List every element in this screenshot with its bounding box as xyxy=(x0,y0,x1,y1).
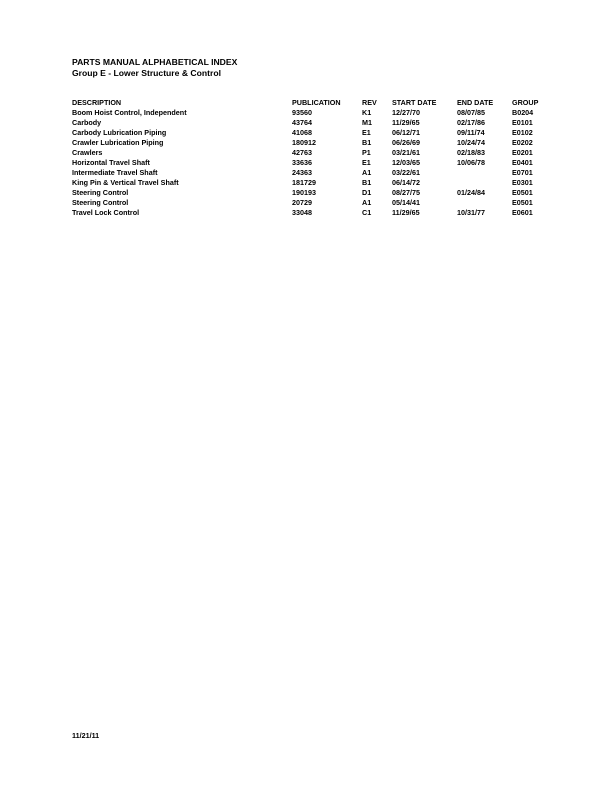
column-header-description: DESCRIPTION xyxy=(72,98,122,107)
table-row xyxy=(72,178,552,188)
rev-cell: B1 xyxy=(362,178,372,187)
table-row xyxy=(72,158,552,168)
end-date-cell xyxy=(457,178,512,188)
publication-cell: 43764 xyxy=(292,118,312,127)
publication-cell: 93560 xyxy=(292,108,312,117)
start-date-cell: 12/27/70 xyxy=(392,108,420,117)
rev-cell: B1 xyxy=(362,138,372,147)
end-date-cell xyxy=(457,168,512,178)
end-date-cell: 10/24/74 xyxy=(457,138,485,147)
table-row xyxy=(72,198,552,208)
group-cell: E0501 xyxy=(512,198,533,207)
description-cell: Steering Control xyxy=(72,198,129,207)
index-table xyxy=(72,97,552,218)
rev-cell: D1 xyxy=(362,188,372,197)
group-cell: E0201 xyxy=(512,148,533,157)
rev-cell: A1 xyxy=(362,168,372,177)
description-cell: Intermediate Travel Shaft xyxy=(72,168,158,177)
description-cell: Carbody xyxy=(72,118,102,127)
table-row xyxy=(72,148,552,158)
group-cell: E0202 xyxy=(512,138,533,147)
publication-cell: 180912 xyxy=(292,138,316,147)
description-cell: Carbody Lubrication Piping xyxy=(72,128,167,137)
page-title: PARTS MANUAL ALPHABETICAL INDEX xyxy=(72,57,238,67)
rev-cell: C1 xyxy=(362,208,372,217)
publication-cell: 181729 xyxy=(292,178,316,187)
rev-cell: K1 xyxy=(362,108,372,117)
table-row xyxy=(72,138,552,148)
page-subtitle: Group E - Lower Structure & Control xyxy=(72,68,221,78)
publication-cell: 42763 xyxy=(292,148,312,157)
column-header-publication: PUBLICATION xyxy=(292,98,341,107)
rev-cell: P1 xyxy=(362,148,371,157)
description-cell: Boom Hoist Control, Independent xyxy=(72,108,187,117)
group-cell: E0701 xyxy=(512,168,533,177)
publication-cell: 41068 xyxy=(292,128,312,137)
end-date-cell: 10/31/77 xyxy=(457,208,485,217)
group-cell: E0601 xyxy=(512,208,533,217)
rev-cell: E1 xyxy=(362,158,371,167)
description-cell: Travel Lock Control xyxy=(72,208,140,217)
rev-cell: M1 xyxy=(362,118,372,127)
publication-cell: 190193 xyxy=(292,188,316,197)
start-date-cell: 03/21/61 xyxy=(392,148,420,157)
description-cell: Steering Control xyxy=(72,188,129,197)
description-cell: Horizontal Travel Shaft xyxy=(72,158,150,167)
rev-cell: A1 xyxy=(362,198,372,207)
end-date-cell: 09/11/74 xyxy=(457,128,485,137)
group-cell: E0101 xyxy=(512,118,533,127)
table-row xyxy=(72,118,552,128)
column-header-group: GROUP xyxy=(512,98,539,107)
end-date-cell xyxy=(457,198,512,208)
start-date-cell: 12/03/65 xyxy=(392,158,420,167)
start-date-cell: 11/29/65 xyxy=(392,208,420,217)
table-header-row xyxy=(72,97,552,108)
table-row xyxy=(72,188,552,198)
publication-cell: 24363 xyxy=(292,168,312,177)
end-date-cell: 08/07/85 xyxy=(457,108,485,117)
table-row xyxy=(72,168,552,178)
group-cell: E0301 xyxy=(512,178,533,187)
column-header-rev: REV xyxy=(362,98,377,107)
column-header-start-date: START DATE xyxy=(392,98,437,107)
description-cell: Crawlers xyxy=(72,148,103,157)
table-row xyxy=(72,208,552,218)
group-cell: E0102 xyxy=(512,128,533,137)
group-cell: E0401 xyxy=(512,158,533,167)
publication-cell: 33048 xyxy=(292,208,312,217)
end-date-cell: 10/06/78 xyxy=(457,158,485,167)
column-header-end-date: END DATE xyxy=(457,98,494,107)
description-cell: Crawler Lubrication Piping xyxy=(72,138,164,147)
start-date-cell: 06/12/71 xyxy=(392,128,420,137)
rev-cell: E1 xyxy=(362,128,371,137)
table-body xyxy=(72,108,552,218)
start-date-cell: 06/26/69 xyxy=(392,138,420,147)
table-row xyxy=(72,128,552,138)
start-date-cell: 08/27/75 xyxy=(392,188,420,197)
end-date-cell: 01/24/84 xyxy=(457,188,485,197)
footer-date: 11/21/11 xyxy=(72,731,100,740)
publication-cell: 33636 xyxy=(292,158,312,167)
group-cell: E0501 xyxy=(512,188,533,197)
end-date-cell: 02/18/83 xyxy=(457,148,485,157)
start-date-cell: 03/22/61 xyxy=(392,168,420,177)
description-cell: King Pin & Vertical Travel Shaft xyxy=(72,178,179,187)
start-date-cell: 06/14/72 xyxy=(392,178,420,187)
table-row xyxy=(72,108,552,118)
start-date-cell: 11/29/65 xyxy=(392,118,420,127)
group-cell: B0204 xyxy=(512,108,534,117)
start-date-cell: 05/14/41 xyxy=(392,198,420,207)
publication-cell: 20729 xyxy=(292,198,312,207)
end-date-cell: 02/17/86 xyxy=(457,118,485,127)
